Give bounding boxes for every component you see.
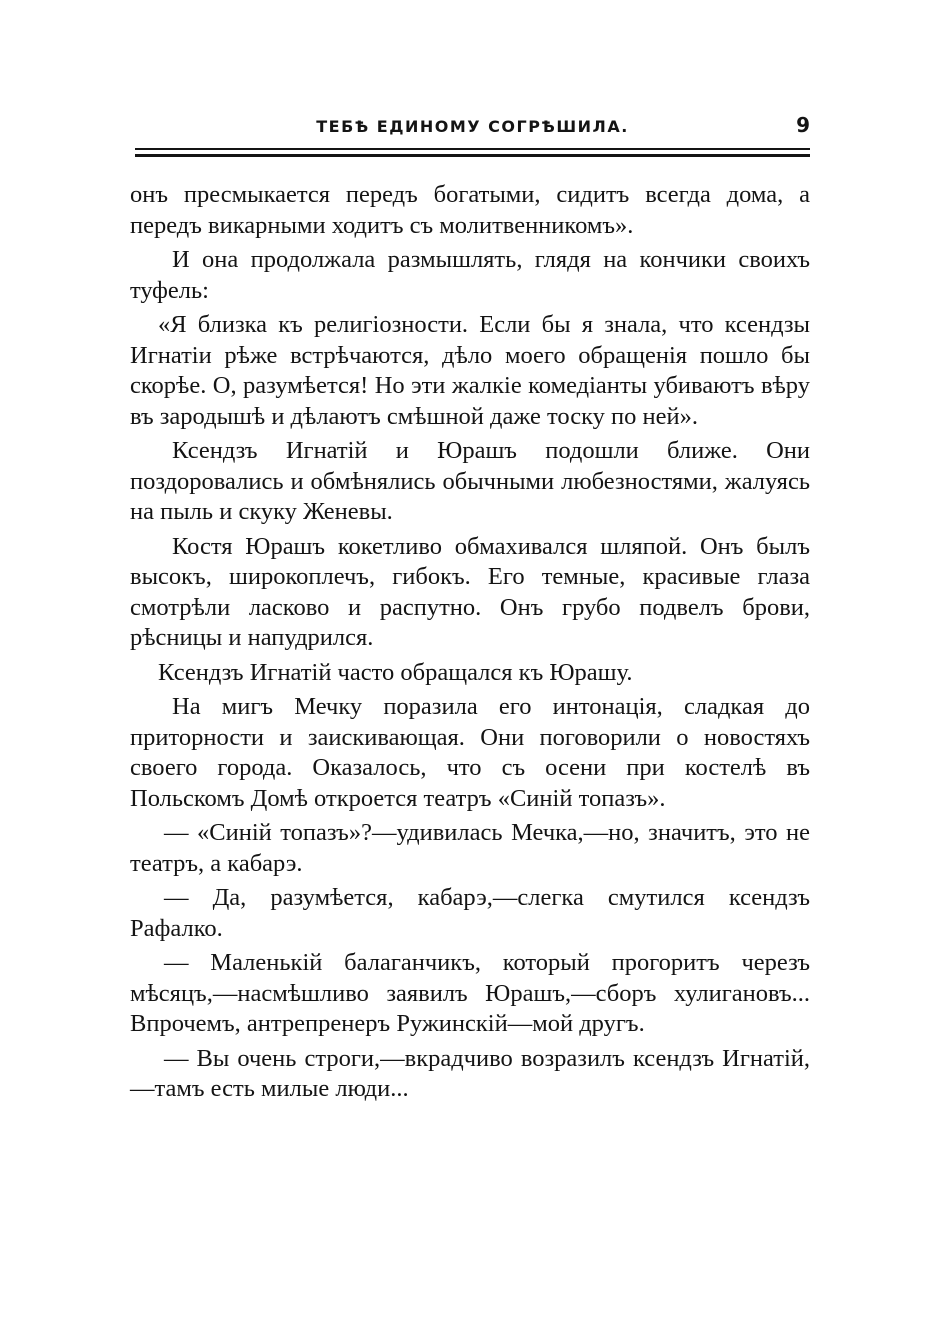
paragraph: На мигъ Мечку поразила его интонація, сладкая до приторности и заискивающая. Они поговорили о новостяхъ своего города. Оказалось, что съ осени при костелѣ въ Польскомъ Домѣ откроется театръ «Синій топазъ». xyxy=(130,693,810,812)
paragraph: Ксендзъ Игнатій и Юрашъ подошли ближе. Они поздоровались и обмѣнялись обычными любезностями, жалуясь на пыль и скуку Женевы. xyxy=(130,437,810,525)
paragraph: Костя Юрашъ кокетливо обмахивался шляпой. Онъ былъ высокъ, широкоплечъ, гибокъ. Его темные, красивые глаза смотрѣли ласково и распутно. Онъ грубо подвелъ брови, рѣсницы и напудрился. xyxy=(130,532,810,651)
header-rule-thick xyxy=(135,154,810,157)
dialogue-line: — Вы очень строги,—вкрадчиво возразилъ ксендзъ Игнатій,—тамъ есть милые люди... xyxy=(130,1044,810,1102)
paragraph: И она продолжала размышлять, глядя на кончики своихъ туфель: xyxy=(130,246,810,304)
running-title: ТЕБѢ ЕДИНОМУ СОГРѢШИЛА. xyxy=(316,117,629,136)
page-number: 9 xyxy=(796,113,810,137)
paragraph: «Я близка къ религіозности. Если бы я знала, что ксендзы Игнатіи рѣже встрѣчаются, дѣло моего обращенія пошло бы скорѣе. О, разумѣется! Но эти жалкіе комедіанты убиваютъ вѣру въ зародышѣ и дѣлаютъ смѣшной даже тоску по ней». xyxy=(130,311,810,430)
dialogue-line: — «Синій топазъ»?—удивилась Мечка,—но, значитъ, это не театръ, а кабарэ. xyxy=(130,819,810,877)
dialogue-line: — Маленькій балаганчикъ, который прогоритъ черезъ мѣсяцъ,—насмѣшливо заявилъ Юрашъ,—сборъ хулигановъ... Впрочемъ, антрепренеръ Ружинскій—мой другъ. xyxy=(130,949,810,1037)
paragraph: Ксендзъ Игнатій часто обращался къ Юрашу. xyxy=(158,658,633,686)
dialogue-line: — Да, разумѣется, кабарэ,—слегка смутился ксендзъ Рафалко. xyxy=(130,884,810,942)
page-header xyxy=(135,113,810,143)
paragraph: онъ пресмыкается передъ богатыми, сидитъ всегда дома, а передъ викарными ходитъ съ молитвенникомъ». xyxy=(130,181,810,239)
body-text xyxy=(130,180,810,1109)
header-rule-thin xyxy=(135,148,810,150)
